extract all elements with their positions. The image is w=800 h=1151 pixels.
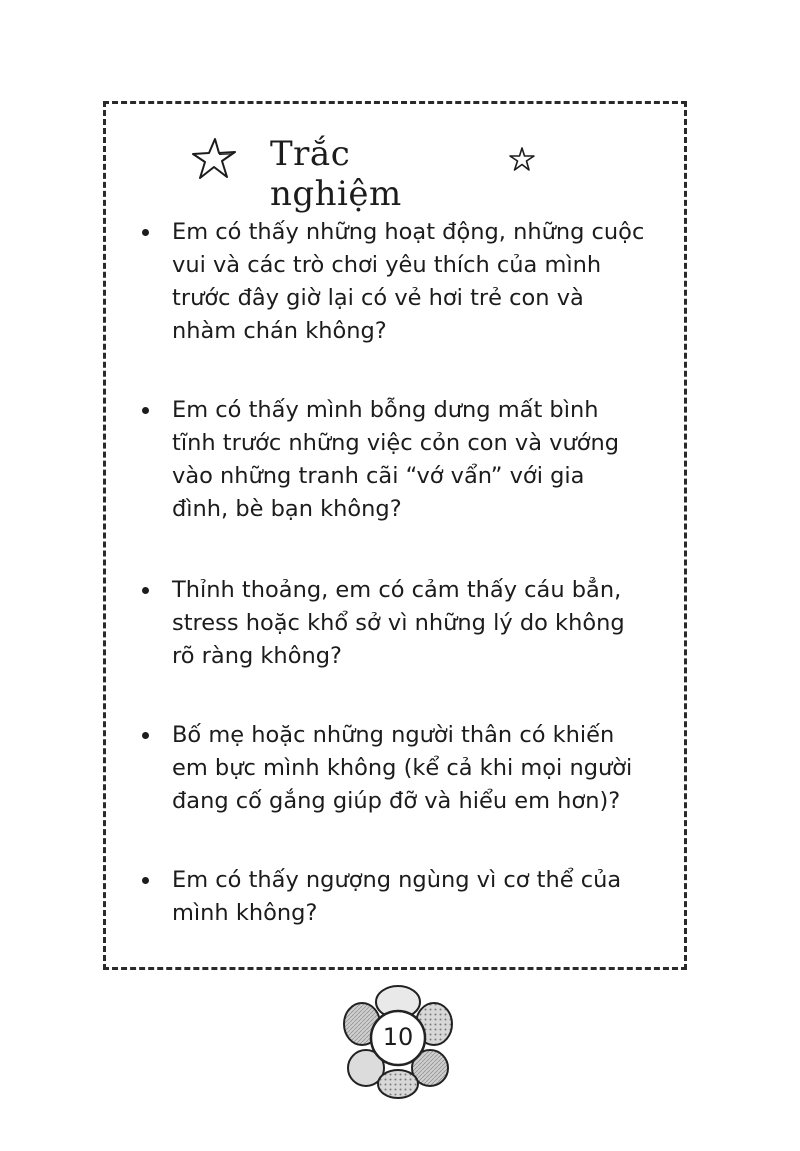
list-item (140, 394, 645, 526)
list-item (140, 864, 645, 930)
list-item (140, 574, 645, 673)
bullet-icon (142, 229, 149, 236)
star-icon (508, 146, 536, 172)
page-title: Trắc nghiệm (270, 134, 402, 214)
list-item (140, 216, 645, 348)
bullet-icon (142, 877, 149, 884)
title-row (0, 128, 800, 214)
list-item (140, 719, 645, 818)
question-text: Thỉnh thoảng, em có cảm thấy cáu bẳn, stress hoặc khổ sở vì những lý do không rõ ràng không? (172, 577, 625, 669)
star-icon (190, 136, 238, 182)
bullet-icon (142, 732, 149, 739)
question-text: Em có thấy ngượng ngùng vì cơ thể của mình không? (172, 867, 622, 926)
page-number: 10 (382, 1023, 414, 1051)
bullet-icon (142, 587, 149, 594)
bullet-icon (142, 407, 149, 414)
question-text: Em có thấy mình bỗng dưng mất bình tĩnh trước những việc cỏn con và vướng vào những tranh cãi “vớ vẩn” với gia đình, bè bạn không? (172, 397, 620, 522)
question-list (140, 216, 645, 976)
question-text: Bố mẹ hoặc những người thân có khiến em bực mình không (kể cả khi mọi người đang cố gắng giúp đỡ và hiểu em hơn)? (172, 722, 633, 814)
question-text: Em có thấy những hoạt động, những cuộc vui và các trò chơi yêu thích của mình trước đây giờ lại có vẻ hơi trẻ con và nhàm chán không? (172, 219, 645, 344)
